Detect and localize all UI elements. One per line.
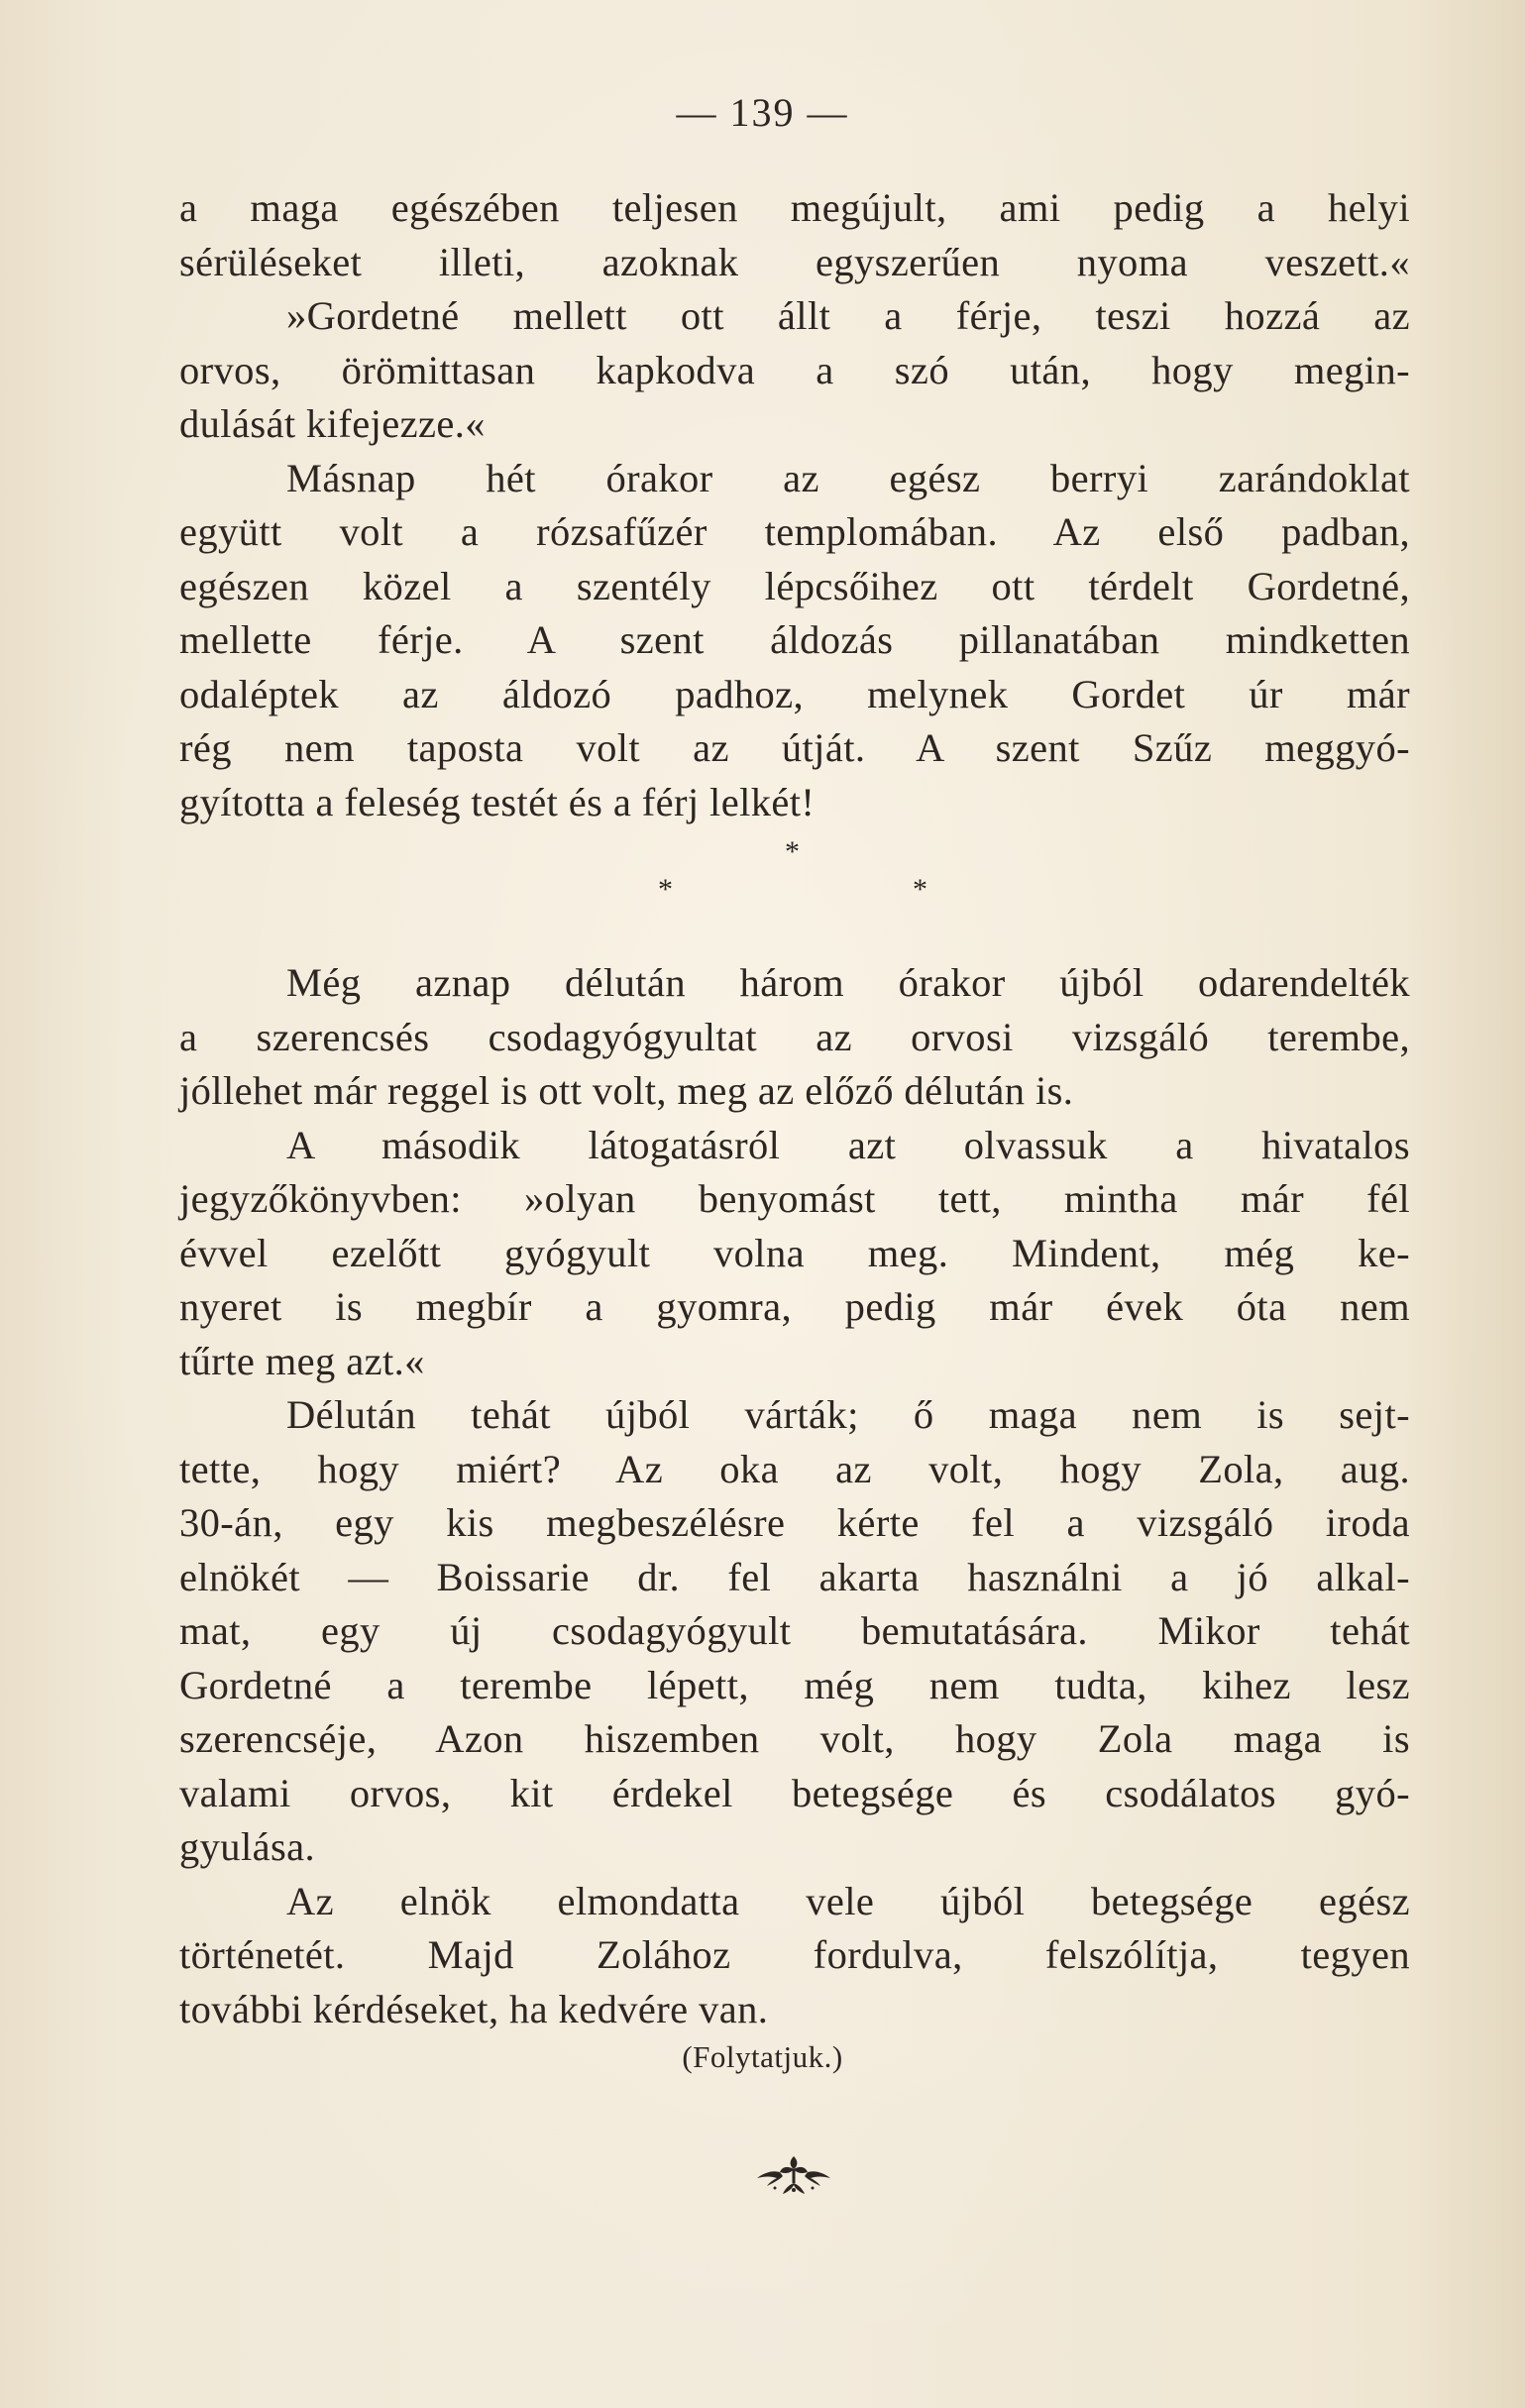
text-line: mat, egy új csodagyógyult bemutatására. Mikor tehát	[179, 1608, 1410, 1653]
text-line: gyulása.	[179, 1824, 316, 1869]
text-line: mellette férje. A szent áldozás pillanatában mindketten	[179, 617, 1410, 662]
paragraph-6	[179, 1875, 1410, 2037]
text-line: tette, hogy miért? Az oka az volt, hogy Zola, aug.	[179, 1446, 1410, 1491]
page-number: — 139 —	[676, 90, 849, 135]
text-line: Másnap hét órakor az egész berryi zarándoklat	[286, 455, 1410, 500]
asterisk: *	[785, 835, 801, 868]
text-line: »Gordetné mellett ott állt a férje, teszi hozzá az	[286, 293, 1410, 338]
paragraph-2	[179, 452, 1410, 830]
text-line: Még aznap délután három órakor újból odarendelték	[286, 960, 1410, 1005]
text-line: Az elnök elmondatta vele újból betegsége egész	[286, 1878, 1410, 1923]
paragraph-4	[179, 1119, 1410, 1389]
text-line: jóllehet már reggel is ott volt, meg az előző délután is.	[179, 1068, 1074, 1113]
text-line: történetét. Majd Zolához fordulva, felszólítja, tegyen	[179, 1932, 1410, 1977]
text-line: rég nem taposta volt az útját. A szent Szűz meggyó-	[179, 725, 1410, 770]
text-line: egészen közel a szentély lépcsőihez ott térdelt Gordetné,	[179, 563, 1410, 608]
text-line: elnökét — Boissarie dr. fel akarta használni a jó alkal-	[179, 1554, 1410, 1599]
fleuron-ornament-icon	[753, 2152, 834, 2198]
asterisk: *	[913, 873, 928, 906]
paragraph-5	[179, 1388, 1410, 1875]
text-line: Délután tehát újból várták; ő maga nem is sejt-	[286, 1392, 1410, 1437]
text-line: jegyzőkönyvben: »olyan benyomást tett, mintha már fél	[179, 1176, 1410, 1221]
text-line: orvos, örömittasan kapkodva a szó után, hogy megin-	[179, 347, 1410, 392]
text-line: 30-án, egy kis megbeszélésre kérte fel a vizsgáló iroda	[179, 1500, 1410, 1545]
text-line: együtt volt a rózsafűzér templomában. Az első padban,	[179, 509, 1410, 554]
text-line: A második látogatásról azt olvassuk a hivatalos	[286, 1122, 1410, 1167]
body-text	[179, 181, 1410, 2036]
text-line: tűrte meg azt.«	[179, 1338, 425, 1383]
section-break-asterism	[179, 835, 1410, 942]
continued-note: (Folytatjuk.)	[682, 2039, 843, 2074]
paragraph-1	[179, 181, 1410, 452]
text-line: a szerencsés csodagyógyultat az orvosi vizsgáló terembe,	[179, 1014, 1410, 1059]
text-line: dulását kifejezze.«	[179, 401, 486, 446]
text-line: odaléptek az áldozó padhoz, melynek Gordet úr már	[179, 671, 1410, 716]
asterisk: *	[658, 873, 674, 906]
text-line: valami orvos, kit érdekel betegsége és csodálatos gyó-	[179, 1770, 1410, 1815]
text-line: sérüléseket illeti, azoknak egyszerűen nyoma veszett.«	[179, 239, 1410, 284]
text-line: a maga egészében teljesen megújult, ami pedig a helyi	[179, 185, 1410, 230]
text-line: évvel ezelőtt gyógyult volna meg. Mindent, még ke-	[179, 1230, 1410, 1275]
text-line: nyeret is megbír a gyomra, pedig már évek óta nem	[179, 1284, 1410, 1329]
text-line: szerencséje, Azon hiszemben volt, hogy Zola maga is	[179, 1716, 1410, 1761]
text-line: Gordetné a terembe lépett, még nem tudta, kihez lesz	[179, 1662, 1410, 1707]
text-line: gyította a feleség testét és a férj lelkét!	[179, 779, 816, 824]
paragraph-3	[179, 956, 1410, 1119]
text-line: további kérdéseket, ha kedvére van.	[179, 1986, 769, 2031]
